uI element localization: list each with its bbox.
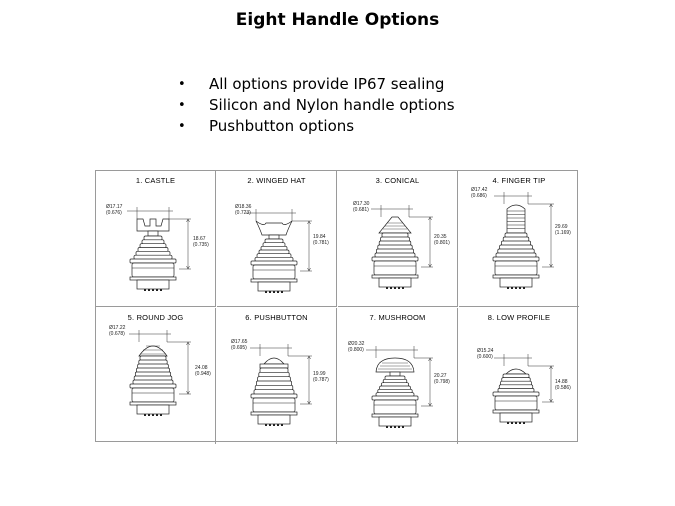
- handle-cell-round-jog: [96, 308, 216, 444]
- bullet-dot-icon: •: [178, 77, 186, 92]
- height-dimension: 19.84 (0.781): [313, 234, 329, 246]
- handle-cell-pushbutton: [217, 308, 337, 444]
- handle-cell-conical: [338, 171, 458, 307]
- bullet-text: All options provide IP67 sealing: [209, 75, 445, 93]
- bullet-dot-icon: •: [178, 119, 186, 134]
- conical-handle-drawing: [338, 171, 458, 307]
- mushroom-handle-drawing: [338, 308, 458, 443]
- handle-caption: 6. PUSHBUTTON: [245, 313, 308, 322]
- bullet-text: Silicon and Nylon handle options: [209, 96, 455, 114]
- height-dimension: 29.69 (1.169): [555, 224, 571, 236]
- diameter-dimension: Ø18.36 (0.723): [235, 204, 252, 216]
- handle-options-diagram: [95, 170, 578, 442]
- handle-caption: 3. CONICAL: [375, 176, 420, 185]
- handle-caption: 2. WINGED HAT: [247, 176, 306, 185]
- handle-caption: 7. MUSHROOM: [369, 313, 426, 322]
- handle-caption: 1. CASTLE: [135, 176, 176, 185]
- diameter-dimension: Ø17.30 (0.681): [353, 201, 370, 213]
- height-dimension: 20.27 (0.798): [434, 373, 450, 385]
- bullet-item: [178, 74, 455, 95]
- handle-cell-winged-hat: [217, 171, 337, 307]
- handle-caption: 5. ROUND JOG: [127, 313, 184, 322]
- diameter-dimension: Ø17.42 (0.686): [471, 187, 488, 199]
- bullet-item: [178, 116, 455, 137]
- handle-cell-castle: [96, 171, 216, 307]
- handle-cell-finger-tip: [459, 171, 579, 307]
- height-dimension: 24.08 (0.948): [195, 365, 211, 377]
- height-dimension: 18.67 (0.735): [193, 236, 209, 248]
- bullet-text: Pushbutton options: [209, 117, 355, 135]
- handle-caption: 4. FINGER TIP: [492, 176, 546, 185]
- round-jog-handle-drawing: [96, 308, 216, 443]
- pushbutton-handle-drawing: [217, 308, 337, 443]
- handle-cell-mushroom: [338, 308, 458, 444]
- bullet-dot-icon: •: [178, 98, 186, 113]
- diameter-dimension: Ø17.22 (0.678): [109, 325, 126, 337]
- bullet-item: [178, 95, 455, 116]
- finger-tip-handle-drawing: [459, 171, 579, 307]
- diameter-dimension: Ø20.32 (0.800): [348, 341, 365, 353]
- winged-hat-handle-drawing: [217, 171, 337, 307]
- height-dimension: 14.88 (0.586): [555, 379, 571, 391]
- height-dimension: 20.35 (0.801): [434, 234, 450, 246]
- slide-title: Eight Handle Options: [235, 10, 440, 30]
- diameter-dimension: Ø17.17 (0.676): [106, 204, 123, 216]
- handle-cell-low-profile: [459, 308, 579, 444]
- diameter-dimension: Ø15.24 (0.600): [477, 348, 494, 360]
- handle-caption: 8. LOW PROFILE: [487, 313, 551, 322]
- castle-handle-drawing: [96, 171, 216, 307]
- height-dimension: 19.99 (0.787): [313, 371, 329, 383]
- feature-list: [178, 74, 455, 137]
- diameter-dimension: Ø17.65 (0.695): [231, 339, 248, 351]
- low-profile-handle-drawing: [459, 308, 579, 443]
